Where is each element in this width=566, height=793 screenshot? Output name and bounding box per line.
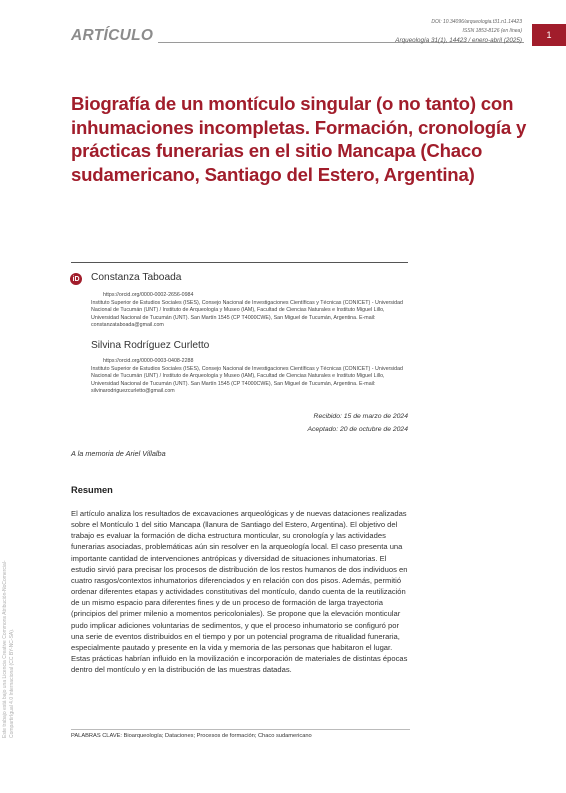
keywords-rule xyxy=(71,729,410,730)
license-note-container xyxy=(0,528,14,738)
author-orcid-link[interactable]: https://orcid.org/0000-0003-0408-2288 xyxy=(103,358,194,364)
abstract-heading: Resumen xyxy=(71,485,113,495)
doi: DOI: 10.34096/arqueologia.t31.n1.14423 xyxy=(431,19,522,25)
author-name: Constanza Taboada xyxy=(91,272,182,283)
journal-citation: Arqueología 31(1), 14423 / enero-abril (2025) xyxy=(395,37,522,44)
keywords: PALABRAS CLAVE: Bioarqueología; Dataciones; Procesos de formación; Chaco sudamericano xyxy=(71,733,312,739)
orcid-icon[interactable]: iD xyxy=(70,273,82,285)
accepted-date: Aceptado: 20 de octubre de 2024 xyxy=(307,426,408,433)
title-rule xyxy=(71,262,408,263)
license-note: Este trabajo está bajo una Licencia Creative Commons Atribución-NoComercial-CompartirIgual 4.0 Internacional (CC BY-NC-SA). xyxy=(2,560,15,738)
section-label: ARTÍCULO xyxy=(71,27,154,44)
received-date: Recibido: 15 de marzo de 2024 xyxy=(313,413,408,420)
dedication: A la memoria de Ariel Villalba xyxy=(71,449,166,458)
abstract-text: El artículo analiza los resultados de excavaciones arqueológicas y de nuevas dataciones realizadas sobre el Montículo 1 del sitio Mancapa (llanura de Santiago del Estero, Argentina). El objetivo del trabajo es evaluar la formación de dicha estructura monticular, su cronología y las actividades funerarias asociadas, problemáticas aún sin resolver en la arqueología local. El caso presenta una importante cantidad de intervenciones antrópicas y diversidad de situaciones inhumatorias. El estudio sirvió para precisar los procesos de distribución de los restos humanos de dos individuos en cuatro rasgos/contextos inhumatorios diferenciados y en relación con dos pisos. Además, permitió ordenar diferentes etapas y actividades constitutivas del montículo, dando cuenta de la reutilización de un mismo espacio para diferentes fines y de un proceso de formación de larga trayectoria (principios del primer milenio a momentos pericoloniales). Se propone que la elevación monticular pudo implicar adiciones voluntarias de sedimentos, y que el proceso inhumatorio se configuró por una serie de eventos distribuidos en el tiempo y por un potencial programa de ritualidad funeraria, especialmente pautado y presente en la vida y memoria de las personas que habitaron el lugar. Estas prácticas habrían influido en la movilización e incorporación de materiales de distintas épocas dentro del montículo y en la distribución de las muestras datadas. xyxy=(71,509,408,675)
author-affiliation: Instituto Superior de Estudios Sociales (ISES), Consejo Nacional de Investigaciones Científicas y Técnicas (CONICET) - Universidad Nacional de Tucumán (UNT) / Instituto de Arqueología y Museo (IAM), Facultad de Ciencias Naturales e Instituto Miguel Lillo, Universidad Nacional de Tucumán (UNT). San Martín 1545 (CP T4000CWE), San Miguel de Tucumán, Argentina. E-mail: constanzataboada@gmail.com xyxy=(91,300,403,328)
page-number: 1 xyxy=(532,24,566,46)
issn: ISSN 1853-8126 (en línea) xyxy=(462,28,522,34)
article-title: Biografía de un montículo singular (o no tanto) con inhumaciones incompletas. Formación, cronología y prácticas funerarias en el sitio Mancapa (Chaco sudamericano, Santiago del Estero, Argentina) xyxy=(71,93,527,185)
author-orcid-link[interactable]: https://orcid.org/0000-0002-2656-0984 xyxy=(103,292,194,298)
author-name: Silvina Rodríguez Curletto xyxy=(91,340,210,351)
author-affiliation: Instituto Superior de Estudios Sociales (ISES), Consejo Nacional de Investigaciones Científicas y Técnicas (CONICET) - Universidad Nacional de Tucumán (UNT) / Instituto de Arqueología y Museo (IAM), Facultad de Ciencias Naturales e Instituto Miguel Lillo, Universidad Nacional de Tucumán (UNT). San Martín 1545 (CP T4000CWE), San Miguel de Tucumán, Argentina. E-mail: silvinarodriguezcurletto@gmail.com xyxy=(91,366,403,394)
